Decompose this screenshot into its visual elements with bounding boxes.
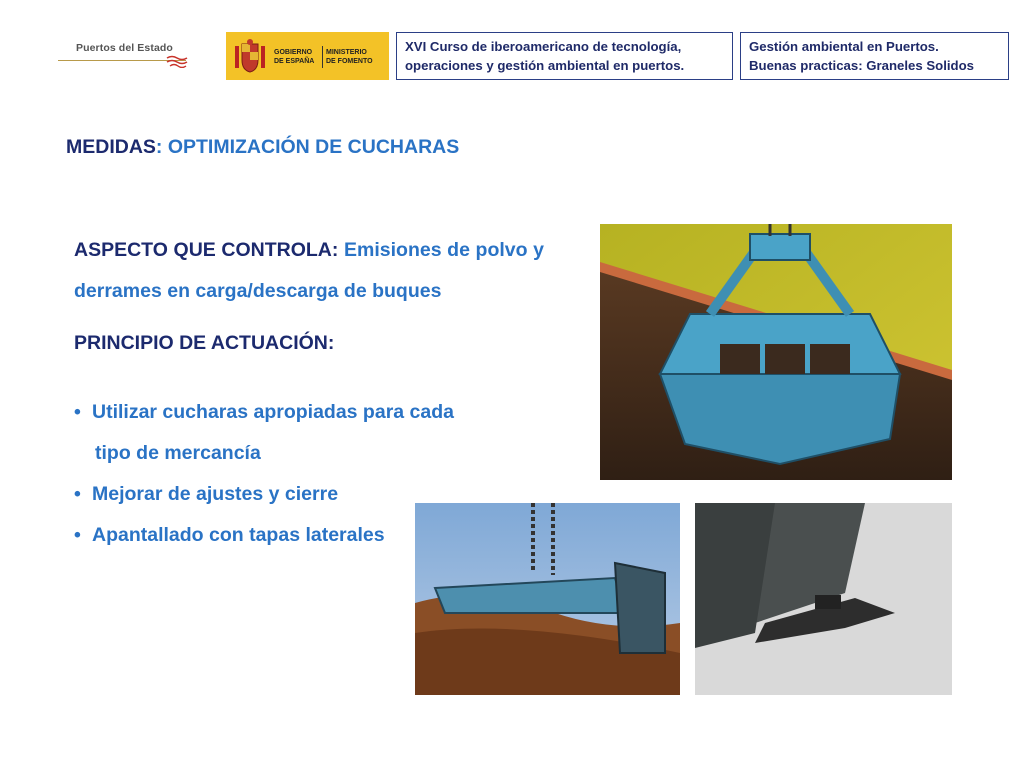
- grab-photo-pile: [415, 503, 680, 695]
- slide-title: [66, 136, 459, 159]
- bullet-dot: •: [74, 483, 81, 505]
- bullet-text: Utilizar cucharas apropiadas para cada: [92, 401, 454, 423]
- topic-title-box: [740, 32, 1009, 80]
- title-colon: :: [155, 136, 163, 158]
- ministerio-text: MINISTERIO DE FOMENTO: [326, 49, 373, 65]
- bullet-item: [74, 515, 454, 556]
- topic-title-line2: Buenas practicas: Graneles Solidos: [749, 58, 975, 73]
- title-prefix: MEDIDAS: [66, 136, 156, 158]
- title-rest: OPTIMIZACIÓN DE CUCHARAS: [162, 136, 460, 158]
- aspect-paragraph: [74, 230, 544, 312]
- topic-title-line1: Gestión ambiental en Puertos.: [749, 39, 939, 54]
- puertos-del-estado-logo: [58, 36, 186, 70]
- course-title-box: [396, 32, 733, 80]
- grab-photo-main: [600, 224, 952, 480]
- bullet-item: [74, 474, 454, 515]
- aspect-label: ASPECTO QUE CONTROLA:: [74, 239, 339, 261]
- bullet-text: Mejorar de ajustes y cierre: [92, 483, 339, 505]
- puertos-wave-icon: [166, 54, 188, 68]
- gobierno-espana-logo: [226, 32, 389, 80]
- course-title-line1: XVI Curso de iberoamericano de tecnología,: [405, 39, 682, 54]
- coat-of-arms-icon: [233, 38, 267, 74]
- logo-separator: [322, 46, 323, 68]
- puertos-logo-text: Puertos del Estado: [76, 42, 173, 54]
- bullet-continuation: tipo de mercancía: [95, 442, 261, 464]
- aspect-value: Emisiones de polvo y derrames en carga/descarga de buques: [74, 239, 545, 302]
- bullet-item: [74, 392, 454, 433]
- bullet-dot: •: [74, 524, 81, 546]
- course-title-line2: operaciones y gestión ambiental en puertos.: [405, 58, 685, 73]
- bullet-list: [74, 392, 454, 556]
- bullet-text: Apantallado con tapas laterales: [92, 524, 385, 546]
- gobierno-text: GOBIERNO DE ESPAÑA: [274, 49, 315, 65]
- bullet-dot: •: [74, 401, 81, 423]
- principle-heading: PRINCIPIO DE ACTUACIÓN:: [74, 332, 335, 354]
- grab-photo-detail: [695, 503, 952, 695]
